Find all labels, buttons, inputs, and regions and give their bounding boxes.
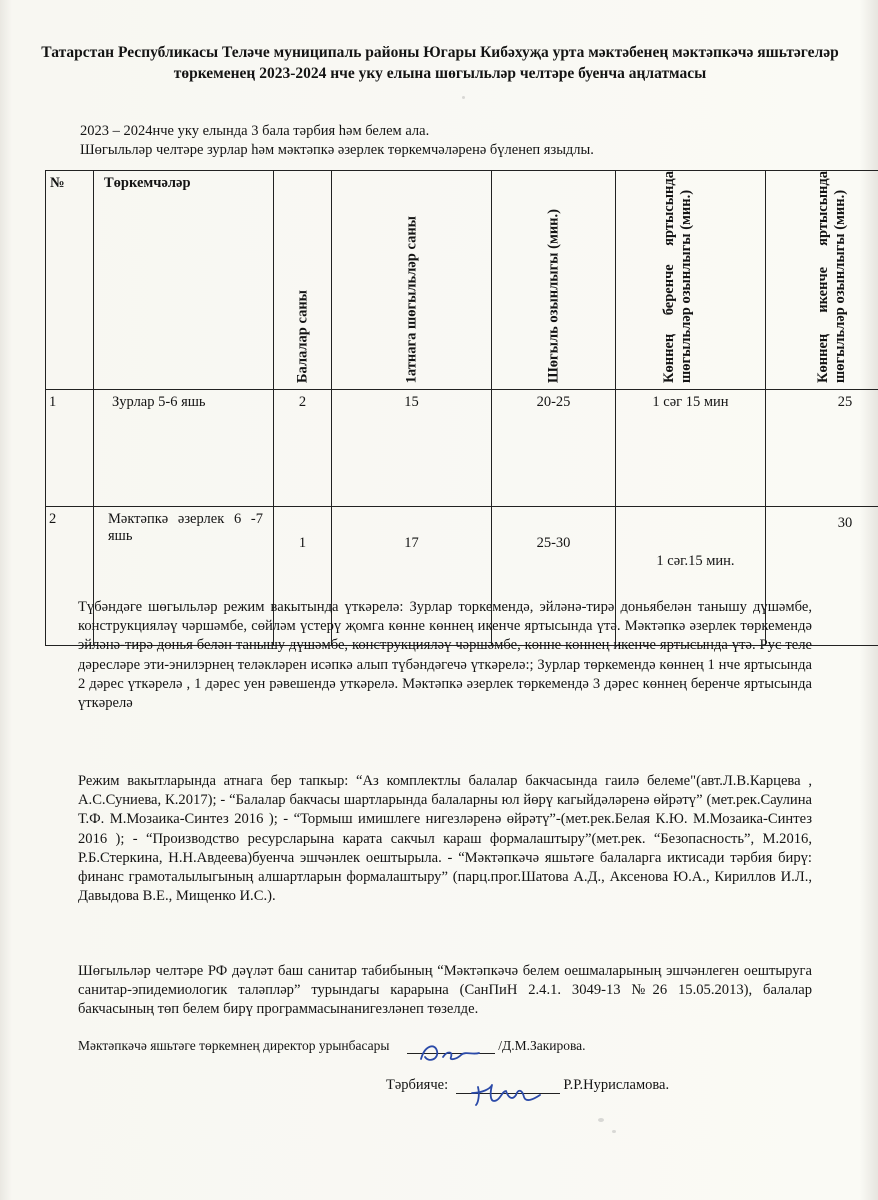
row-group: Зурлар 5-6 яшь <box>94 390 274 507</box>
teacher-signature-line <box>386 1077 669 1094</box>
teacher-name: Р.Р.Нурисламова. <box>563 1077 670 1093</box>
header-groups: Төркемчәләр <box>94 171 274 390</box>
row-second-half: 30 <box>766 507 878 646</box>
deputy-signature-line <box>78 1038 586 1054</box>
scan-speck <box>598 1118 604 1122</box>
deputy-handwritten-signature <box>407 1039 487 1067</box>
deputy-signature <box>407 1053 495 1054</box>
table-header-row <box>46 171 878 390</box>
row-second-half: 25 <box>766 390 878 507</box>
header-weekly-sessions: 1атнага шөгыльләр саны <box>332 171 492 390</box>
row-group: Мәктәпкә әзерлек 6 -7 яшь <box>94 507 274 646</box>
deputy-name: /Д.М.Закирова. <box>498 1038 586 1053</box>
row-children: 2 <box>274 390 332 507</box>
scan-speck <box>612 1130 616 1133</box>
intro-text <box>80 122 594 160</box>
row-children: 1 <box>274 507 332 646</box>
row-number: 1 <box>46 390 94 507</box>
row-first-half: 1 сәг 15 мин <box>616 390 766 507</box>
header-children-count: Балалар саны <box>274 171 332 390</box>
row-weekly: 15 <box>332 390 492 507</box>
schedule-table <box>45 170 878 646</box>
document-title: Татарстан Республикасы Теләче муниципаль районы Югары Кибәхуҗа урта мәктәбенең мәктәпкәчә яшьтәгеләр төркеменең 2023-2024 нче уку елына шөгыльләр челтәре буенча аңлатмасы <box>41 44 839 82</box>
header-first-half: Көннең беренче яртысында шөгыльләр озынлыгы (мин.) <box>616 171 766 390</box>
paragraph-activities: Режим вакытларында атнага бер тапкыр: “Аз комплектлы балалар бакчасында гаилә белеме"(авт.Л.В.Карцева , А.С.Суниева, К.2017); - “Балалар бакчасы шартларында балаларны юл йөрү кагыйдәләренә өйрәтү” (мет.рек.Саулина Т.Ф. М.Мозаика-Синтез 2016 ); - “Тормыш имишлеге нигезләренә өйрәтү”-(мет.рек.Белая К.Ю. М.Мозаика-Синтез 2016 ); - “Производство ресурсларына карата сакчыл караш формалаштыру”(мет.рек. “Безопасность”, М.2016, Р.Б.Стеркина, Н.Н.Авдеева)буенча эшчәнлек оештырыла. - “Мәктәпкәчә яшьтәге балаларга иктисади тәрбия бирү: финанс грамоталылыгының алшартларын формалаштыру” (парц.прог.Шатова А.Д., Аксенова Ю.А., Кириллов И.Л., Давыдова В.Е., Мищенко И.С.). <box>78 773 812 905</box>
header-second-half: Көннең икенче яртысында шөгыльләр озынлыгы (мин.) <box>766 171 878 390</box>
teacher-handwritten-signature <box>456 1079 556 1109</box>
teacher-label: Тәрбияче: <box>386 1077 449 1093</box>
row-weekly: 17 <box>332 507 492 646</box>
row-length: 20-25 <box>492 390 616 507</box>
intro-line-1: 2023 – 2024нче уку елында 3 бала тәрбия һәм белем ала. <box>80 123 430 139</box>
paragraph-schedule: Түбәндәге шөгыльләр режим вакытында үткәрелә: Зурлар торкемендә, эйләнә-тирә доньябелән танышу дүшәмбе, конструкцияләү чәршәмбе, сөйләм үстерү җомга көнне көннең икенче яртысында үтә. Мәктәпкә әзерлек төркемендә эйләнә-тирә донья белән танышу дүшәмбе, конструкцияләү чәршәмбе, көнне көннең икенче яртысында үтә. Рус теле дәресләре эти-энилэрнең теләкләрен исәпкә алып түбәндәгечә үткәрелә:; Зурлар төркемендә көннең 1 нче яртысында 2 дәрес үткәрелә , 1 дәрес уен рәвешендә уткәрелә. Мәктәпкә әзерлек төркемендә 3 дәрес көннең беренче яртысында үткәрелә <box>78 599 812 712</box>
row-length: 25-30 <box>492 507 616 646</box>
intro-line-2: Шөгыльләр челтәре зурлар һәм мәктәпкә әзерлек төркемчәләренә бүленеп языдлы. <box>80 142 594 158</box>
header-session-length: Шөгыль озынлыгы (мин.) <box>492 171 616 390</box>
scan-speck <box>462 96 465 99</box>
header-number: № <box>46 171 94 390</box>
row-first-half: 1 сәг.15 мин. <box>616 507 766 646</box>
paragraph-sanpin: Шөгыльләр челтәре РФ дәүләт баш санитар табибының “Мәктәпкәчә белем оешмаларының эшчәнлеген оештыруга санитар-эпидемиологик таләпләр” турындагы карарына (СанПиН 2.4.1. 3049-13 №26 15.05.2013), балалар бакчасының төп белем бирү программасынанигезләнеп төзелде. <box>78 963 812 1018</box>
deputy-label: Мәктәпкәчә яшьтәге төркемнең директор урынбасары <box>78 1038 390 1053</box>
row-number: 2 <box>46 507 94 646</box>
teacher-signature <box>456 1093 560 1094</box>
table-row <box>46 390 878 507</box>
